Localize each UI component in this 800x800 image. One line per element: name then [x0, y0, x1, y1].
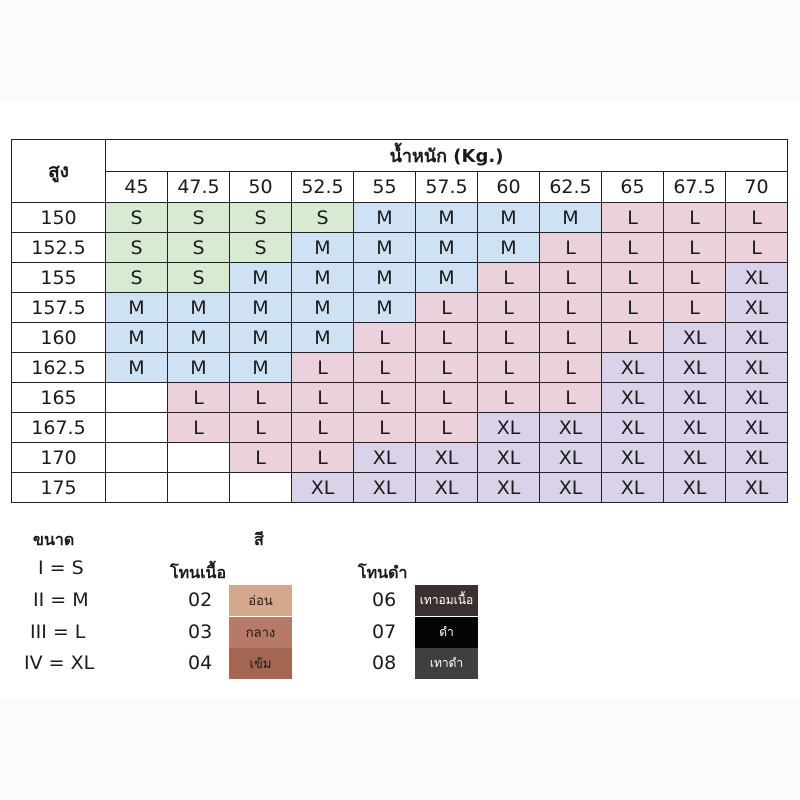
size-cell: M	[478, 233, 540, 263]
table-row	[12, 413, 788, 443]
skin-tone-group-title: โทนเนื้อ	[170, 563, 227, 582]
size-cell: XL	[726, 443, 788, 473]
height-value: 157.5	[12, 293, 106, 323]
size-cell: L	[540, 353, 602, 383]
size-cell: L	[230, 413, 292, 443]
size-cell: XL	[540, 413, 602, 443]
size-cell: M	[354, 203, 416, 233]
size-cell: L	[292, 413, 354, 443]
size-cell: M	[230, 293, 292, 323]
top-background-band	[0, 0, 800, 102]
size-cell: L	[602, 293, 664, 323]
color-swatch-dark-grey: เทาดำ	[415, 648, 478, 679]
size-cell: L	[540, 383, 602, 413]
height-value: 175	[12, 473, 106, 503]
size-cell: L	[354, 353, 416, 383]
size-cell: XL	[664, 353, 726, 383]
height-header: สูง	[12, 140, 106, 203]
weight-value: 45	[106, 172, 168, 203]
size-cell: M	[416, 263, 478, 293]
height-value: 160	[12, 323, 106, 353]
size-cell: M	[478, 203, 540, 233]
size-cell: XL	[726, 413, 788, 443]
size-cell: M	[354, 263, 416, 293]
weight-value: 55	[354, 172, 416, 203]
height-value: 155	[12, 263, 106, 293]
weight-value: 52.5	[292, 172, 354, 203]
size-cell: XL	[478, 473, 540, 503]
size-cell: L	[292, 383, 354, 413]
size-cell: L	[664, 203, 726, 233]
weight-value: 60	[478, 172, 540, 203]
table-row	[12, 293, 788, 323]
size-cell: XL	[292, 473, 354, 503]
size-cell: XL	[664, 473, 726, 503]
size-cell: M	[292, 263, 354, 293]
size-cell: L	[478, 383, 540, 413]
size-cell: XL	[726, 293, 788, 323]
color-code: 06	[372, 589, 397, 611]
size-cell: L	[416, 323, 478, 353]
empty-cell	[168, 473, 230, 503]
size-cell: XL	[540, 443, 602, 473]
size-cell: M	[354, 233, 416, 263]
size-cell: L	[478, 323, 540, 353]
table-row	[12, 473, 788, 503]
size-cell: L	[354, 413, 416, 443]
size-cell: L	[664, 263, 726, 293]
size-cell: S	[106, 203, 168, 233]
size-cell: L	[416, 293, 478, 323]
size-cell: S	[168, 233, 230, 263]
size-cell: XL	[664, 413, 726, 443]
size-cell: L	[540, 323, 602, 353]
color-swatch-light: อ่อน	[229, 585, 292, 616]
color-code: 07	[372, 621, 397, 643]
size-cell: L	[478, 293, 540, 323]
size-cell: XL	[602, 353, 664, 383]
size-cell: XL	[664, 443, 726, 473]
size-cell: L	[416, 383, 478, 413]
color-swatch-grey-skin: เทาอมเนื้อ	[415, 585, 478, 616]
size-cell: L	[602, 323, 664, 353]
size-cell: XL	[416, 443, 478, 473]
height-value: 150	[12, 203, 106, 233]
weight-header: น้ำหนัก (Kg.)	[106, 140, 788, 172]
weight-value: 62.5	[540, 172, 602, 203]
height-value: 167.5	[12, 413, 106, 443]
size-cell: L	[602, 203, 664, 233]
size-cell: L	[168, 383, 230, 413]
table-row	[12, 443, 788, 473]
size-cell: XL	[726, 383, 788, 413]
empty-cell	[106, 473, 168, 503]
size-cell: M	[230, 353, 292, 383]
empty-cell	[168, 443, 230, 473]
size-cell: S	[168, 203, 230, 233]
bottom-background-band	[0, 698, 800, 800]
size-cell: M	[106, 293, 168, 323]
size-cell: XL	[726, 473, 788, 503]
table-row	[12, 323, 788, 353]
color-code: 04	[188, 652, 213, 674]
table-row	[12, 203, 788, 233]
size-cell: S	[292, 203, 354, 233]
size-legend-item: IV = XL	[24, 652, 95, 674]
empty-cell	[106, 443, 168, 473]
size-cell: XL	[354, 473, 416, 503]
size-legend-item: III = L	[30, 621, 86, 643]
table-row	[12, 353, 788, 383]
size-legend-item: II = M	[33, 589, 89, 611]
size-cell: L	[602, 263, 664, 293]
color-code: 02	[188, 589, 213, 611]
size-cell: XL	[416, 473, 478, 503]
size-cell: L	[664, 233, 726, 263]
height-value: 170	[12, 443, 106, 473]
size-cell: XL	[726, 263, 788, 293]
size-cell: XL	[540, 473, 602, 503]
size-cell: XL	[664, 383, 726, 413]
size-cell: XL	[726, 353, 788, 383]
size-cell: M	[168, 293, 230, 323]
size-cell: M	[292, 293, 354, 323]
size-cell: M	[106, 353, 168, 383]
size-cell: M	[230, 263, 292, 293]
size-cell: XL	[726, 323, 788, 353]
size-cell: XL	[602, 473, 664, 503]
size-cell: L	[726, 203, 788, 233]
size-cell: L	[354, 383, 416, 413]
color-swatch-medium: กลาง	[229, 617, 292, 648]
empty-cell	[106, 383, 168, 413]
size-cell: L	[292, 353, 354, 383]
size-cell: L	[478, 263, 540, 293]
color-code: 03	[188, 621, 213, 643]
size-cell: L	[602, 233, 664, 263]
weight-value: 65	[602, 172, 664, 203]
size-cell: M	[416, 233, 478, 263]
size-cell: S	[230, 203, 292, 233]
size-cell: M	[168, 323, 230, 353]
size-cell: S	[168, 263, 230, 293]
size-cell: L	[664, 293, 726, 323]
size-cell: XL	[602, 383, 664, 413]
size-cell: L	[540, 233, 602, 263]
size-cell: XL	[602, 443, 664, 473]
size-cell: L	[416, 353, 478, 383]
size-cell: M	[416, 203, 478, 233]
size-cell: XL	[664, 323, 726, 353]
size-cell: S	[106, 233, 168, 263]
size-cell: XL	[602, 413, 664, 443]
size-cell: XL	[354, 443, 416, 473]
size-cell: M	[354, 293, 416, 323]
size-chart-table	[11, 139, 788, 503]
color-swatch-dark-skin: เข้ม	[229, 648, 292, 679]
size-cell: M	[106, 323, 168, 353]
color-swatch-black: ดำ	[415, 617, 478, 648]
size-cell: L	[478, 353, 540, 383]
empty-cell	[106, 413, 168, 443]
dark-tone-group-title: โทนดำ	[358, 563, 408, 582]
size-cell: L	[230, 443, 292, 473]
size-legend-item: I = S	[38, 557, 84, 579]
table-row	[12, 383, 788, 413]
size-cell: M	[292, 233, 354, 263]
size-chart-body	[12, 203, 788, 503]
weight-value: 57.5	[416, 172, 478, 203]
size-cell: M	[292, 323, 354, 353]
size-cell: L	[540, 263, 602, 293]
table-row	[12, 263, 788, 293]
color-code: 08	[372, 652, 397, 674]
size-cell: M	[230, 323, 292, 353]
size-cell: L	[354, 323, 416, 353]
empty-cell	[230, 473, 292, 503]
size-cell: L	[292, 443, 354, 473]
size-cell: L	[230, 383, 292, 413]
size-cell: XL	[478, 413, 540, 443]
size-cell: XL	[478, 443, 540, 473]
size-cell: L	[168, 413, 230, 443]
size-cell: L	[726, 233, 788, 263]
weight-value: 50	[230, 172, 292, 203]
weight-value: 67.5	[664, 172, 726, 203]
height-value: 165	[12, 383, 106, 413]
size-cell: S	[106, 263, 168, 293]
height-value: 152.5	[12, 233, 106, 263]
size-cell: M	[540, 203, 602, 233]
weight-value: 70	[726, 172, 788, 203]
weight-values-row	[12, 172, 788, 203]
size-cell: L	[540, 293, 602, 323]
size-cell: M	[168, 353, 230, 383]
size-cell: L	[416, 413, 478, 443]
color-legend-title: สี	[254, 530, 264, 549]
table-row	[12, 233, 788, 263]
height-value: 162.5	[12, 353, 106, 383]
size-cell: S	[230, 233, 292, 263]
weight-value: 47.5	[168, 172, 230, 203]
size-legend-title: ขนาด	[33, 530, 75, 549]
